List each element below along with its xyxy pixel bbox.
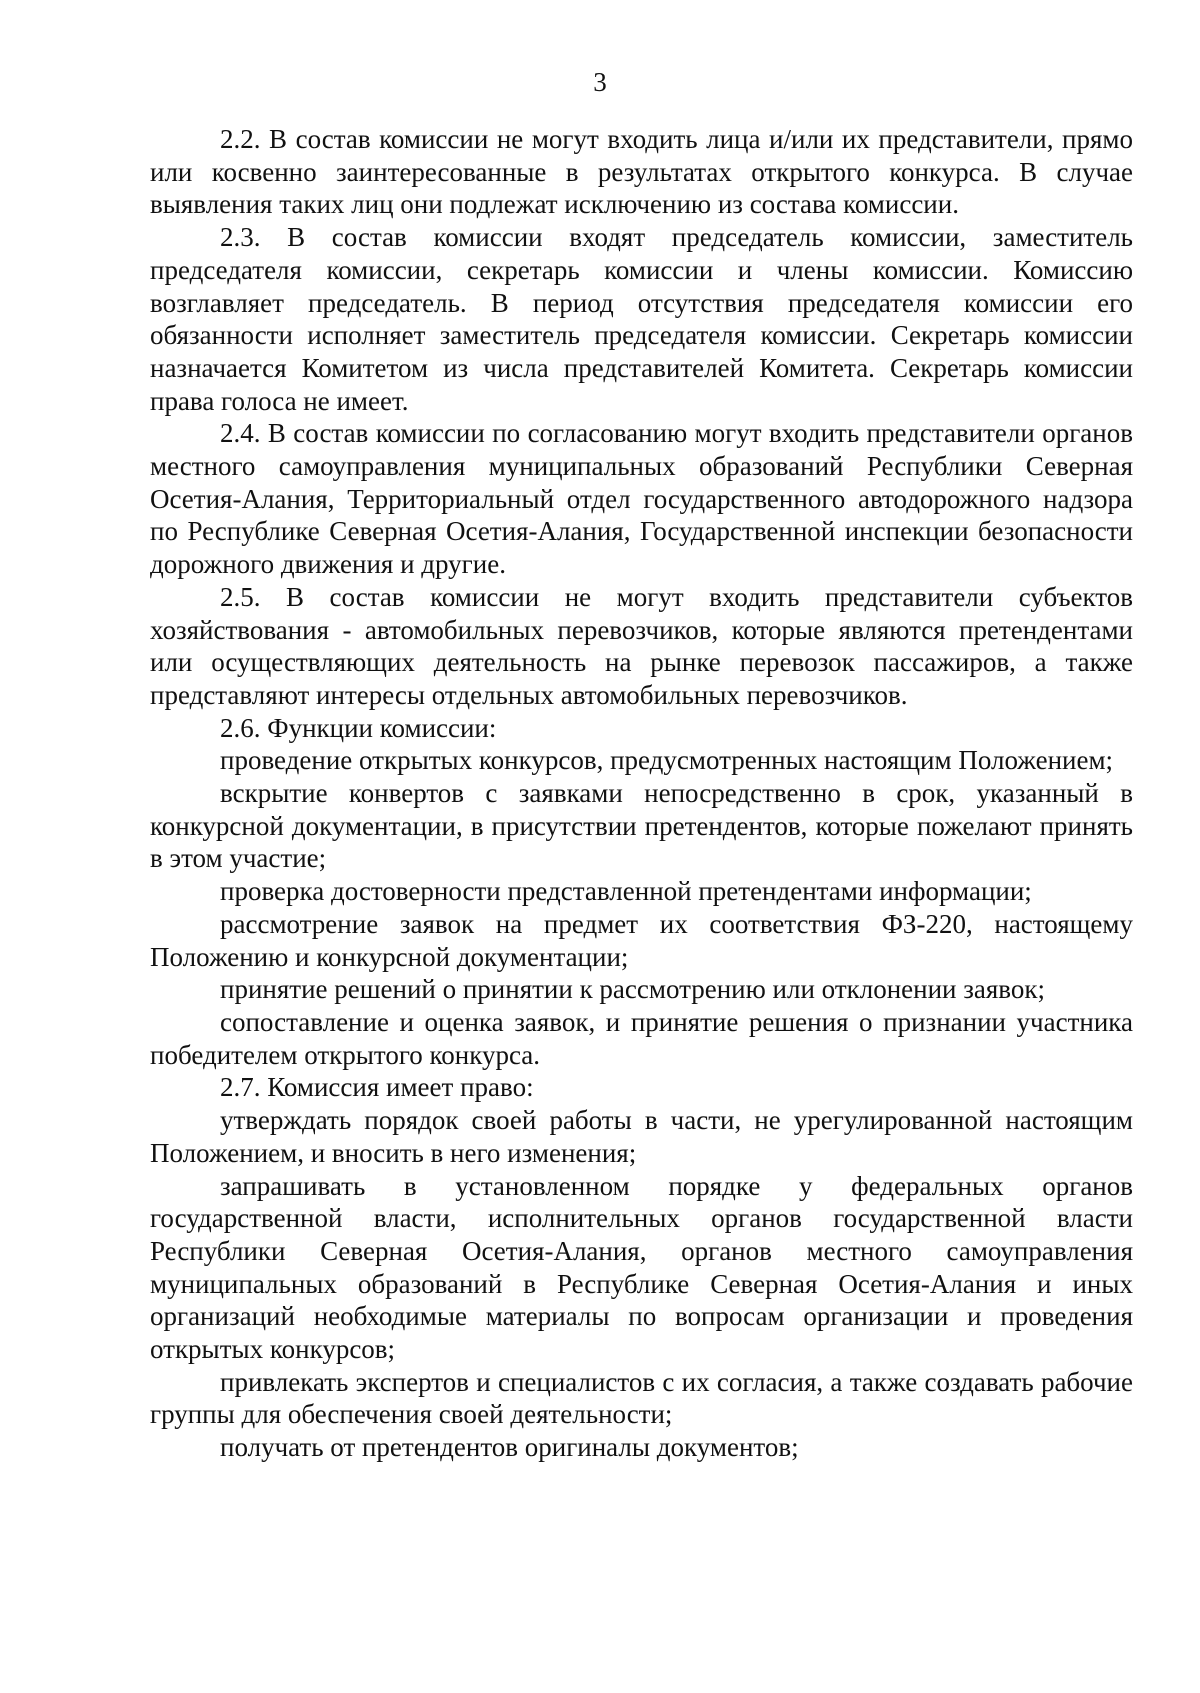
right-item: запрашивать в установленном порядке у федеральных органов государственной власти, исполнительных органов государственной власти Республики Северная Осетия-Алания, органов местного самоуправления муниципальных образований в Республике Северная Осетия-Алания и иных организаций необходимые материалы по вопросам организации и проведения открытых конкурсов; — [150, 1170, 1133, 1365]
paragraph-2-7-heading: 2.7. Комиссия имеет право: — [220, 1072, 534, 1103]
page-number: 3 — [593, 67, 607, 97]
function-item: вскрытие конвертов с заявками непосредственно в срок, указанный в конкурсной документации, в присутствии претендентов, которые пожелают принять в этом участие; — [150, 778, 1133, 874]
right-item: получать от претендентов оригиналы документов; — [220, 1432, 799, 1463]
function-item: проверка достоверности представленной претендентами информации; — [220, 876, 1032, 907]
right-item: привлекать экспертов и специалистов с их согласия, а также создавать рабочие группы для обеспечения своей деятельности; — [150, 1366, 1133, 1430]
function-item: рассмотрение заявок на предмет их соответствия ФЗ-220, настоящему Положению и конкурсной документации; — [150, 908, 1133, 972]
paragraph-2-4: 2.4. В состав комиссии по согласованию могут входить представители органов местного самоуправления муниципальных образований Республики Северная Осетия-Алания, Территориальный отдел государственного автодорожного надзора по Республике Северная Осетия-Алания, Государственной инспекции безопасности дорожного движения и другие. — [150, 418, 1133, 580]
paragraph-2-5: 2.5. В состав комиссии не могут входить представители субъектов хозяйствования - автомобильных перевозчиков, которые являются претендентами или осуществляющих деятельность на рынке перевозок пассажиров, а также представляют интересы отдельных автомобильных перевозчиков. — [150, 581, 1133, 710]
document-body — [150, 123, 1133, 1464]
function-item: принятие решений о принятии к рассмотрению или отклонении заявок; — [220, 974, 1045, 1005]
paragraph-2-6-heading: 2.6. Функции комиссии: — [220, 712, 497, 743]
right-item: утверждать порядок своей работы в части, не урегулированной настоящим Положением, и вносить в него изменения; — [150, 1105, 1133, 1168]
paragraph-2-2: 2.2. В состав комиссии не могут входить лица и/или их представители, прямо или косвенно заинтересованные в результатах открытого конкурса. В случае выявления таких лиц они подлежат исключению из состава комиссии. — [150, 124, 1133, 220]
function-item: проведение открытых конкурсов, предусмотренных настоящим Положением; — [220, 745, 1114, 776]
function-item: сопоставление и оценка заявок, и принятие решения о признании участника победителем открытого конкурса. — [150, 1006, 1133, 1070]
paragraph-2-3: 2.3. В состав комиссии входят председатель комиссии, заместитель председателя комиссии, секретарь комиссии и члены комиссии. Комиссию возглавляет председатель. В период отсутствия председателя комиссии его обязанности исполняет заместитель председателя комиссии. Секретарь комиссии назначается Комитетом из числа представителей Комитета. Секретарь комиссии права голоса не имеет. — [150, 222, 1133, 416]
